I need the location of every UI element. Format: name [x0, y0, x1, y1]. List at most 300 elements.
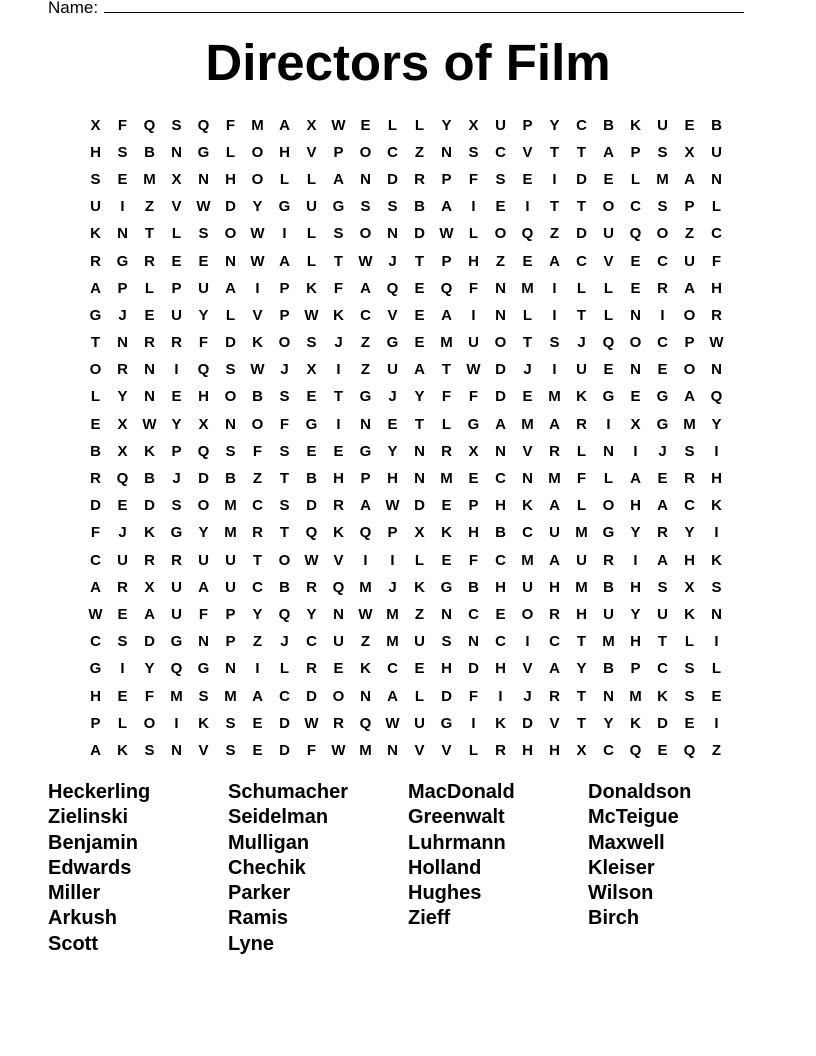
grid-letter[interactable]: Z [711, 741, 722, 759]
grid-letter[interactable]: B [711, 116, 722, 134]
grid-letter[interactable]: T [144, 225, 155, 243]
grid-letter[interactable]: X [468, 116, 479, 134]
grid-letter[interactable]: M [521, 415, 534, 433]
grid-letter[interactable]: N [171, 143, 182, 161]
grid-letter[interactable]: E [306, 388, 317, 406]
grid-letter[interactable]: N [387, 741, 398, 759]
grid-letter[interactable]: V [603, 252, 614, 270]
grid-letter[interactable]: N [630, 306, 641, 324]
grid-letter[interactable]: B [279, 578, 290, 596]
grid-letter[interactable]: W [385, 714, 400, 732]
grid-letter[interactable]: L [144, 279, 155, 297]
grid-letter[interactable]: S [657, 143, 668, 161]
grid-letter[interactable]: U [603, 605, 614, 623]
grid-letter[interactable]: O [251, 170, 264, 188]
grid-letter[interactable]: E [630, 252, 641, 270]
grid-letter[interactable]: B [603, 116, 614, 134]
grid-letter[interactable]: P [279, 279, 290, 297]
grid-letter[interactable]: D [657, 714, 668, 732]
grid-letter[interactable]: W [304, 551, 319, 569]
grid-letter[interactable]: U [468, 334, 479, 352]
grid-letter[interactable]: R [549, 687, 560, 705]
grid-letter[interactable]: K [333, 306, 344, 324]
grid-letter[interactable]: I [336, 415, 341, 433]
grid-letter[interactable]: Y [576, 660, 587, 678]
grid-letter[interactable]: A [495, 415, 506, 433]
grid-letter[interactable]: X [90, 116, 101, 134]
grid-letter[interactable]: E [198, 252, 209, 270]
grid-letter[interactable]: L [603, 306, 614, 324]
grid-letter[interactable]: R [90, 252, 101, 270]
grid-letter[interactable]: C [90, 633, 101, 651]
grid-letter[interactable]: I [174, 714, 179, 732]
grid-letter[interactable]: S [171, 497, 182, 515]
grid-letter[interactable]: G [359, 388, 372, 406]
grid-letter[interactable]: E [90, 415, 101, 433]
grid-letter[interactable]: K [117, 741, 128, 759]
grid-letter[interactable]: F [306, 741, 317, 759]
grid-letter[interactable]: Z [495, 252, 506, 270]
grid-letter[interactable]: W [466, 361, 481, 379]
grid-letter[interactable]: R [117, 361, 128, 379]
grid-letter[interactable]: P [360, 470, 371, 488]
grid-letter[interactable]: T [657, 633, 668, 651]
grid-letter[interactable]: T [414, 415, 425, 433]
grid-letter[interactable]: X [630, 415, 641, 433]
grid-letter[interactable]: A [657, 497, 668, 515]
grid-letter[interactable]: G [305, 415, 318, 433]
grid-letter[interactable]: M [521, 551, 534, 569]
grid-letter[interactable]: U [495, 116, 506, 134]
grid-letter[interactable]: L [603, 279, 614, 297]
grid-letter[interactable]: X [117, 415, 128, 433]
grid-letter[interactable]: P [90, 714, 101, 732]
grid-letter[interactable]: T [576, 633, 587, 651]
grid-letter[interactable]: D [441, 687, 452, 705]
grid-letter[interactable]: C [495, 551, 506, 569]
grid-letter[interactable]: J [577, 334, 586, 352]
grid-letter[interactable]: V [387, 306, 398, 324]
grid-letter[interactable]: O [89, 361, 102, 379]
grid-letter[interactable]: A [90, 578, 101, 596]
grid-letter[interactable]: B [495, 524, 506, 542]
grid-letter[interactable]: F [468, 279, 479, 297]
grid-letter[interactable]: Y [252, 198, 263, 216]
grid-letter[interactable]: B [252, 388, 263, 406]
grid-letter[interactable]: O [521, 605, 534, 623]
grid-letter[interactable]: M [683, 415, 696, 433]
grid-letter[interactable]: D [495, 388, 506, 406]
grid-letter[interactable]: A [630, 470, 641, 488]
grid-letter[interactable]: V [522, 442, 533, 460]
grid-letter[interactable]: N [630, 361, 641, 379]
grid-letter[interactable]: Y [198, 524, 209, 542]
grid-letter[interactable]: U [657, 605, 668, 623]
grid-letter[interactable]: R [576, 415, 587, 433]
grid-letter[interactable]: E [171, 388, 182, 406]
grid-letter[interactable]: G [359, 442, 372, 460]
grid-letter[interactable]: M [359, 578, 372, 596]
grid-letter[interactable]: E [117, 497, 128, 515]
grid-letter[interactable]: E [144, 306, 155, 324]
grid-letter[interactable]: D [576, 225, 587, 243]
grid-letter[interactable]: O [251, 143, 264, 161]
grid-letter[interactable]: Q [116, 470, 129, 488]
grid-letter[interactable]: J [172, 470, 181, 488]
grid-letter[interactable]: K [360, 660, 371, 678]
grid-letter[interactable]: P [630, 143, 641, 161]
grid-letter[interactable]: S [225, 741, 236, 759]
grid-letter[interactable]: W [196, 198, 211, 216]
grid-letter[interactable]: L [711, 660, 722, 678]
grid-letter[interactable]: Z [414, 143, 425, 161]
grid-letter[interactable]: N [198, 170, 209, 188]
grid-letter[interactable]: T [333, 252, 344, 270]
grid-letter[interactable]: J [280, 361, 289, 379]
grid-letter[interactable]: S [225, 361, 236, 379]
grid-letter[interactable]: I [525, 633, 530, 651]
grid-letter[interactable]: N [333, 605, 344, 623]
grid-letter[interactable]: U [333, 633, 344, 651]
grid-letter[interactable]: U [198, 279, 209, 297]
grid-letter[interactable]: I [525, 198, 530, 216]
grid-letter[interactable]: S [684, 660, 695, 678]
grid-letter[interactable]: P [684, 334, 695, 352]
grid-letter[interactable]: Y [252, 605, 263, 623]
grid-letter[interactable]: E [117, 687, 128, 705]
grid-letter[interactable]: L [603, 470, 614, 488]
grid-letter[interactable]: H [90, 143, 101, 161]
grid-letter[interactable]: T [549, 198, 560, 216]
grid-letter[interactable]: I [282, 225, 287, 243]
grid-letter[interactable]: M [440, 470, 453, 488]
grid-letter[interactable]: A [279, 116, 290, 134]
grid-letter[interactable]: O [197, 497, 210, 515]
grid-letter[interactable]: M [386, 633, 399, 651]
grid-letter[interactable]: X [414, 524, 425, 542]
grid-letter[interactable]: P [468, 497, 479, 515]
grid-letter[interactable]: H [549, 741, 560, 759]
grid-letter[interactable]: A [657, 551, 668, 569]
grid-letter[interactable]: V [549, 714, 560, 732]
grid-letter[interactable]: S [333, 225, 344, 243]
grid-letter[interactable]: T [441, 361, 452, 379]
grid-letter[interactable]: G [197, 143, 210, 161]
grid-letter[interactable]: P [225, 605, 236, 623]
grid-letter[interactable]: G [116, 252, 129, 270]
grid-letter[interactable]: K [711, 497, 722, 515]
grid-letter[interactable]: G [467, 415, 480, 433]
grid-letter[interactable]: R [549, 605, 560, 623]
grid-letter[interactable]: I [363, 551, 368, 569]
grid-letter[interactable]: X [117, 442, 128, 460]
grid-letter[interactable]: Y [144, 660, 155, 678]
grid-letter[interactable]: G [197, 660, 210, 678]
grid-letter[interactable]: L [306, 252, 317, 270]
grid-letter[interactable]: E [522, 388, 533, 406]
grid-letter[interactable]: I [633, 551, 638, 569]
grid-letter[interactable]: Q [332, 578, 345, 596]
grid-letter[interactable]: T [279, 470, 290, 488]
grid-letter[interactable]: M [548, 470, 561, 488]
grid-letter[interactable]: K [522, 497, 533, 515]
grid-letter[interactable]: M [521, 279, 534, 297]
grid-letter[interactable]: N [495, 279, 506, 297]
grid-letter[interactable]: Y [198, 306, 209, 324]
grid-letter[interactable]: Y [630, 524, 641, 542]
grid-letter[interactable]: E [495, 605, 506, 623]
grid-letter[interactable]: L [171, 225, 182, 243]
grid-letter[interactable]: E [252, 741, 263, 759]
grid-letter[interactable]: O [494, 334, 507, 352]
grid-letter[interactable]: E [414, 306, 425, 324]
grid-letter[interactable]: C [522, 524, 533, 542]
grid-letter[interactable]: G [278, 198, 291, 216]
grid-letter[interactable]: D [90, 497, 101, 515]
grid-letter[interactable]: G [602, 524, 615, 542]
grid-letter[interactable]: R [333, 714, 344, 732]
grid-letter[interactable]: F [468, 170, 479, 188]
grid-letter[interactable]: E [603, 170, 614, 188]
grid-letter[interactable]: H [576, 605, 587, 623]
grid-letter[interactable]: I [552, 279, 557, 297]
grid-letter[interactable]: A [684, 279, 695, 297]
grid-letter[interactable]: E [468, 470, 479, 488]
grid-letter[interactable]: A [549, 252, 560, 270]
grid-letter[interactable]: B [90, 442, 101, 460]
grid-letter[interactable]: U [90, 198, 101, 216]
grid-letter[interactable]: V [441, 741, 452, 759]
grid-letter[interactable]: I [471, 714, 476, 732]
grid-letter[interactable]: S [117, 633, 128, 651]
grid-letter[interactable]: P [279, 306, 290, 324]
grid-letter[interactable]: C [576, 252, 587, 270]
grid-letter[interactable]: H [90, 687, 101, 705]
grid-letter[interactable]: C [603, 741, 614, 759]
grid-letter[interactable]: Y [630, 605, 641, 623]
grid-letter[interactable]: A [360, 497, 371, 515]
grid-letter[interactable]: I [633, 442, 638, 460]
grid-letter[interactable]: O [683, 361, 696, 379]
grid-letter[interactable]: O [359, 143, 372, 161]
grid-letter[interactable]: E [252, 714, 263, 732]
grid-letter[interactable]: J [118, 306, 127, 324]
grid-letter[interactable]: N [522, 470, 533, 488]
grid-letter[interactable]: S [549, 334, 560, 352]
grid-letter[interactable]: R [495, 741, 506, 759]
grid-letter[interactable]: F [711, 252, 722, 270]
grid-letter[interactable]: C [387, 143, 398, 161]
grid-letter[interactable]: K [144, 524, 155, 542]
grid-letter[interactable]: F [225, 116, 236, 134]
grid-letter[interactable]: D [522, 714, 533, 732]
grid-letter[interactable]: U [522, 578, 533, 596]
grid-letter[interactable]: Z [252, 470, 263, 488]
grid-letter[interactable]: J [334, 334, 343, 352]
grid-letter[interactable]: Q [197, 116, 210, 134]
grid-letter[interactable]: O [278, 334, 291, 352]
grid-letter[interactable]: N [117, 334, 128, 352]
grid-letter[interactable]: D [387, 170, 398, 188]
grid-letter[interactable]: H [711, 279, 722, 297]
grid-letter[interactable]: N [198, 633, 209, 651]
grid-letter[interactable]: U [171, 578, 182, 596]
grid-letter[interactable]: Q [197, 442, 210, 460]
grid-letter[interactable]: B [414, 198, 425, 216]
grid-letter[interactable]: C [684, 497, 695, 515]
grid-letter[interactable]: K [657, 687, 668, 705]
grid-letter[interactable]: N [225, 415, 236, 433]
grid-letter[interactable]: I [471, 198, 476, 216]
grid-letter[interactable]: I [498, 687, 503, 705]
grid-letter[interactable]: H [630, 578, 641, 596]
grid-letter[interactable]: O [656, 225, 669, 243]
grid-letter[interactable]: I [552, 361, 557, 379]
grid-letter[interactable]: J [523, 361, 532, 379]
grid-letter[interactable]: T [414, 252, 425, 270]
grid-letter[interactable]: V [522, 143, 533, 161]
grid-letter[interactable]: G [89, 660, 102, 678]
grid-letter[interactable]: J [523, 687, 532, 705]
grid-letter[interactable]: R [657, 279, 668, 297]
grid-letter[interactable]: U [576, 361, 587, 379]
grid-letter[interactable]: P [441, 252, 452, 270]
grid-letter[interactable]: L [414, 551, 425, 569]
grid-letter[interactable]: C [495, 633, 506, 651]
grid-letter[interactable]: P [333, 143, 344, 161]
grid-letter[interactable]: R [549, 442, 560, 460]
grid-letter[interactable]: N [414, 470, 425, 488]
grid-letter[interactable]: V [171, 198, 182, 216]
grid-letter[interactable]: P [171, 279, 182, 297]
grid-letter[interactable]: I [660, 306, 665, 324]
grid-letter[interactable]: M [629, 687, 642, 705]
grid-letter[interactable]: L [684, 633, 695, 651]
grid-letter[interactable]: S [225, 714, 236, 732]
grid-letter[interactable]: O [629, 334, 642, 352]
grid-letter[interactable]: X [144, 578, 155, 596]
grid-letter[interactable]: W [250, 252, 265, 270]
grid-letter[interactable]: O [224, 225, 237, 243]
grid-letter[interactable]: L [387, 116, 398, 134]
grid-letter[interactable]: Z [144, 198, 155, 216]
grid-letter[interactable]: N [144, 361, 155, 379]
grid-letter[interactable]: Y [306, 605, 317, 623]
grid-letter[interactable]: X [684, 578, 695, 596]
grid-letter[interactable]: S [198, 225, 209, 243]
grid-letter[interactable]: E [414, 279, 425, 297]
grid-letter[interactable]: E [414, 660, 425, 678]
grid-letter[interactable]: A [414, 361, 425, 379]
grid-letter[interactable]: A [198, 578, 209, 596]
grid-letter[interactable]: W [331, 741, 346, 759]
grid-letter[interactable]: E [657, 361, 668, 379]
grid-letter[interactable]: A [441, 198, 452, 216]
grid-letter[interactable]: C [549, 633, 560, 651]
grid-letter[interactable]: F [576, 470, 587, 488]
grid-letter[interactable]: V [414, 741, 425, 759]
grid-letter[interactable]: U [198, 551, 209, 569]
grid-letter[interactable]: M [224, 524, 237, 542]
grid-letter[interactable]: A [603, 143, 614, 161]
grid-letter[interactable]: A [90, 279, 101, 297]
grid-letter[interactable]: P [630, 660, 641, 678]
grid-letter[interactable]: V [522, 660, 533, 678]
grid-letter[interactable]: F [468, 388, 479, 406]
grid-letter[interactable]: R [414, 170, 425, 188]
grid-letter[interactable]: K [333, 524, 344, 542]
grid-letter[interactable]: H [279, 143, 290, 161]
grid-letter[interactable]: C [495, 143, 506, 161]
grid-letter[interactable]: W [304, 306, 319, 324]
grid-letter[interactable]: R [252, 524, 263, 542]
grid-letter[interactable]: R [144, 252, 155, 270]
grid-letter[interactable]: P [171, 442, 182, 460]
grid-letter[interactable]: E [117, 605, 128, 623]
grid-letter[interactable]: N [468, 633, 479, 651]
grid-letter[interactable]: A [387, 687, 398, 705]
grid-letter[interactable]: Q [386, 279, 399, 297]
grid-letter[interactable]: Y [117, 388, 128, 406]
grid-letter[interactable]: S [279, 442, 290, 460]
grid-letter[interactable]: X [306, 116, 317, 134]
grid-letter[interactable]: N [225, 252, 236, 270]
grid-letter[interactable]: U [657, 116, 668, 134]
grid-letter[interactable]: L [306, 225, 317, 243]
grid-letter[interactable]: C [711, 225, 722, 243]
grid-letter[interactable]: Q [359, 714, 372, 732]
grid-letter[interactable]: N [117, 225, 128, 243]
grid-letter[interactable]: L [630, 170, 641, 188]
grid-letter[interactable]: K [495, 714, 506, 732]
grid-letter[interactable]: Y [171, 415, 182, 433]
grid-letter[interactable]: K [144, 442, 155, 460]
grid-letter[interactable]: J [658, 442, 667, 460]
grid-letter[interactable]: D [306, 497, 317, 515]
grid-letter[interactable]: X [171, 170, 182, 188]
grid-letter[interactable]: U [711, 143, 722, 161]
grid-letter[interactable]: C [306, 633, 317, 651]
grid-letter[interactable]: T [576, 306, 587, 324]
grid-letter[interactable]: D [306, 687, 317, 705]
grid-letter[interactable]: P [225, 633, 236, 651]
grid-letter[interactable]: T [252, 551, 263, 569]
grid-letter[interactable]: S [684, 442, 695, 460]
grid-letter[interactable]: W [358, 605, 373, 623]
grid-letter[interactable]: W [304, 714, 319, 732]
grid-letter[interactable]: N [603, 687, 614, 705]
grid-letter[interactable]: D [198, 470, 209, 488]
grid-letter[interactable]: O [602, 497, 615, 515]
grid-letter[interactable]: O [278, 551, 291, 569]
grid-letter[interactable]: W [331, 116, 346, 134]
grid-letter[interactable]: M [359, 741, 372, 759]
grid-letter[interactable]: S [117, 143, 128, 161]
grid-letter[interactable]: U [414, 714, 425, 732]
grid-letter[interactable]: E [414, 334, 425, 352]
grid-letter[interactable]: A [549, 497, 560, 515]
grid-letter[interactable]: W [358, 252, 373, 270]
grid-letter[interactable]: A [90, 741, 101, 759]
grid-letter[interactable]: T [333, 388, 344, 406]
grid-letter[interactable]: L [225, 306, 236, 324]
grid-letter[interactable]: M [224, 497, 237, 515]
grid-letter[interactable]: N [711, 361, 722, 379]
grid-letter[interactable]: W [439, 225, 454, 243]
grid-letter[interactable]: D [576, 170, 587, 188]
grid-letter[interactable]: L [279, 170, 290, 188]
grid-letter[interactable]: E [684, 714, 695, 732]
